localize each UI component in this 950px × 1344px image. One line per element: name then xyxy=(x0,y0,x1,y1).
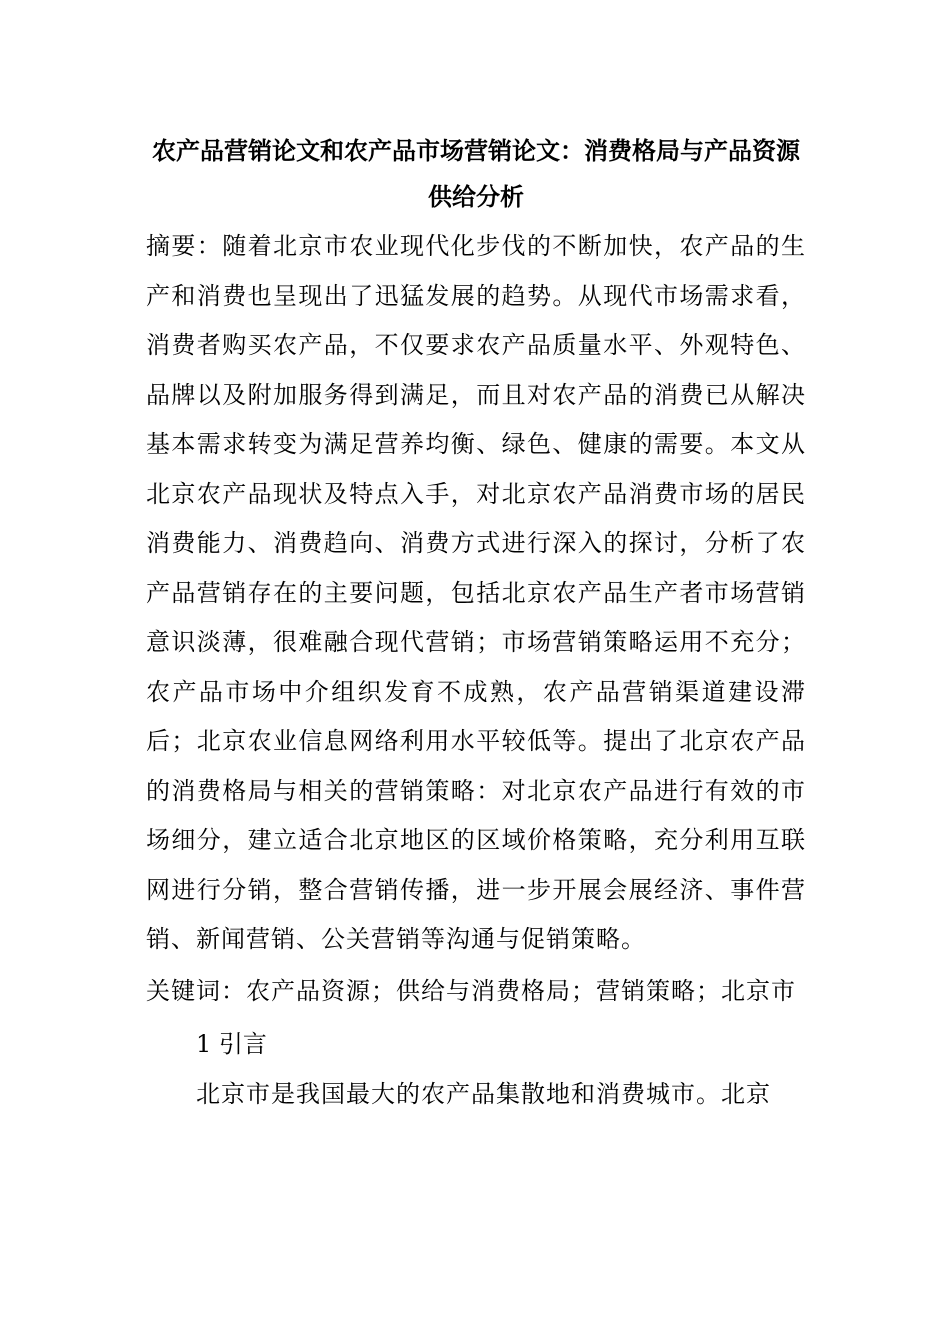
keywords-paragraph: 关键词：农产品资源；供给与消费格局；营销策略；北京市 xyxy=(146,976,796,1005)
document-page xyxy=(146,128,806,1119)
abstract-paragraph: 摘要：随着北京市农业现代化步伐的不断加快，农产品的生产和消费也呈现出了迅猛发展的趋势。从现代市场需求看，消费者购买农产品，不仅要求农产品质量水平、外观特色、品牌以及附加服务得到满足，而且对农产品的消费已从解决基本需求转变为满足营养均衡、绿色、健康的需要。本文从北京农产品现状及特点入手，对北京农产品消费市场的居民消费能力、消费趋向、消费方式进行深入的探讨，分析了农产品营销存在的主要问题，包括北京农产品生产者市场营销意识淡薄，很难融合现代营销；市场营销策略运用不充分；农产品市场中介组织发育不成熟，农产品营销渠道建设滞后；北京农业信息网络利用水平较低等。提出了北京农产品的消费格局与相关的营销策略：对北京农产品进行有效的市场细分，建立适合北京地区的区域价格策略，充分利用互联网进行分销，整合营销传播，进一步开展会展经济、事件营销、新闻营销、公关营销等沟通与促销策略。 xyxy=(146,232,806,953)
section-heading: 1 引言 xyxy=(196,1030,267,1058)
intro-paragraph: 北京市是我国最大的农产品集散地和消费城市。北京 xyxy=(196,1079,771,1108)
document-title: 农产品营销论文和农产品市场营销论文：消费格局与产品资源供给分析 xyxy=(152,136,800,211)
